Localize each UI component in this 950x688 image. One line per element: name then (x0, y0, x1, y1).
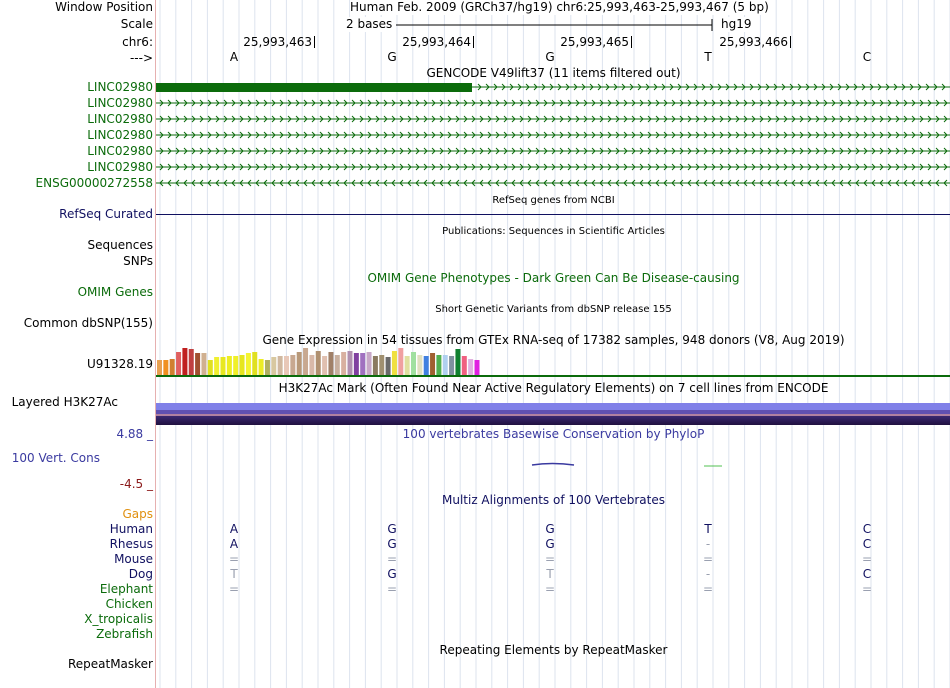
species-label[interactable]: Elephant (99, 582, 153, 596)
gaps-label: Gaps (122, 507, 153, 521)
ruler-coordinate: 25,993,466 (719, 35, 788, 49)
strand-label: ---> (129, 51, 153, 65)
gtex-tissue-bar (309, 355, 314, 375)
gtex-tissue-bar (201, 353, 206, 375)
snps-track-label[interactable]: SNPs (123, 254, 153, 268)
gencode-gene-label[interactable]: LINC02980 (87, 160, 153, 174)
reference-base: G (387, 50, 397, 64)
h3k27ac-signal[interactable] (156, 403, 950, 425)
ruler-coordinate: 25,993,463 (243, 35, 312, 49)
alignment-base: C (862, 537, 872, 551)
gtex-tissue-bar (240, 355, 245, 375)
species-label[interactable]: Dog (128, 567, 153, 581)
gtex-tissue-bar (214, 357, 219, 375)
gtex-tissue-bar (430, 353, 435, 375)
gtex-gene-label[interactable]: U91328.19 (86, 357, 153, 371)
gtex-tissue-bar (189, 349, 194, 375)
gencode-gene-label[interactable]: LINC02980 (87, 128, 153, 142)
gtex-tissue-bar (278, 356, 283, 375)
species-label[interactable]: Mouse (114, 552, 153, 566)
gtex-tissue-bar (341, 352, 346, 375)
alignment-base: G (387, 567, 397, 581)
gencode-track-title: GENCODE V49lift37 (11 items filtered out) (426, 66, 681, 80)
gtex-tissue-bar (170, 359, 175, 375)
ruler-coordinate: 25,993,464 (402, 35, 471, 49)
alignment-base: A (229, 522, 239, 536)
species-label[interactable]: Human (109, 522, 153, 536)
alignment-base: G (387, 522, 397, 536)
gtex-tissue-bar (475, 360, 480, 375)
gtex-tissue-bar (233, 356, 238, 375)
gtex-tissue-bar (436, 355, 441, 375)
gtex-tissue-bar (303, 348, 308, 375)
gencode-gene-label[interactable]: LINC02980 (87, 112, 153, 126)
gtex-tissue-bar (322, 356, 327, 375)
gtex-tissue-bar (265, 360, 270, 375)
alignment-base: = (702, 552, 714, 566)
gtex-tissue-bar (208, 360, 213, 375)
gtex-tissue-bar (316, 351, 321, 375)
alignment-base: T (230, 567, 238, 581)
browser-image[interactable] (155, 0, 950, 688)
alignment-base: = (544, 582, 556, 596)
gtex-tissue-bar (468, 359, 473, 375)
gtex-tissue-bar (221, 357, 226, 375)
gtex-tissue-bar (335, 355, 340, 375)
sequences-track-label[interactable]: Sequences (87, 238, 153, 252)
repeatmasker-track-title: Repeating Elements by RepeatMasker (439, 643, 668, 657)
ruler-tick (790, 36, 791, 48)
gtex-tissue-bar (284, 356, 289, 375)
alignment-base: = (861, 552, 873, 566)
gencode-gene-label[interactable]: LINC02980 (87, 144, 153, 158)
multiz-track-title: Multiz Alignments of 100 Vertebrates (441, 493, 666, 507)
reference-base: A (229, 50, 239, 64)
gtex-tissue-bar (297, 352, 302, 375)
alignment-base: G (387, 537, 397, 551)
alignment-base: T (704, 522, 712, 536)
gencode-track[interactable] (156, 80, 950, 192)
window-position-label: Window Position (55, 0, 153, 14)
alignment-base: = (386, 552, 398, 566)
gtex-tissue-bar (252, 352, 257, 375)
alignment-base: C (862, 522, 872, 536)
refseq-track-title: RefSeq genes from NCBI (492, 195, 615, 206)
alignment-base: G (545, 522, 555, 536)
alignment-base: G (545, 537, 555, 551)
species-label[interactable]: Chicken (105, 597, 153, 611)
alignment-base: = (386, 582, 398, 596)
h3k27ac-track-title: H3K27Ac Mark (Often Found Near Active Regulatory Elements) on 7 cell lines from ENCODE (278, 381, 829, 395)
gencode-gene-label[interactable]: LINC02980 (87, 80, 153, 94)
conservation-min-label: -4.5 _ (119, 477, 153, 491)
chr-label: chr6: (122, 35, 153, 49)
refseq-track-line (156, 214, 950, 215)
omim-track-label[interactable]: OMIM Genes (77, 285, 153, 299)
omim-track-title: OMIM Gene Phenotypes - Dark Green Can Be Disease-causing (367, 271, 740, 285)
gtex-tissue-bar (163, 360, 168, 375)
gtex-tissue-bar (411, 352, 416, 375)
conservation-track-title: 100 vertebrates Basewise Conservation by PhyloP (402, 427, 705, 441)
ruler-coordinate: 25,993,465 (560, 35, 629, 49)
gencode-gene-label[interactable]: LINC02980 (87, 96, 153, 110)
species-label[interactable]: Zebrafish (96, 627, 153, 641)
refseq-track-label[interactable]: RefSeq Curated (59, 207, 153, 221)
gtex-tissue-bar (157, 360, 162, 375)
gtex-tissue-bar (182, 348, 187, 375)
gtex-tissue-bar (367, 352, 372, 375)
h3k27ac-track-label[interactable]: Layered H3K27Ac (11, 395, 118, 409)
alignment-base: C (862, 567, 872, 581)
gtex-tissue-bar (348, 351, 353, 375)
conservation-signal[interactable] (156, 458, 950, 472)
ruler-tick (473, 36, 474, 48)
scale-assembly-text: hg19 (721, 17, 752, 31)
gtex-tissue-bar (443, 355, 448, 375)
alignment-base: = (702, 582, 714, 596)
species-label[interactable]: Rhesus (109, 537, 153, 551)
gtex-tissue-bar (462, 356, 467, 375)
reference-base: G (545, 50, 555, 64)
gtex-tissue-bar (176, 352, 181, 375)
reference-base: T (704, 50, 712, 64)
gtex-tissue-bar (373, 356, 378, 375)
gtex-tissue-bar (195, 353, 200, 375)
alignment-base: = (861, 582, 873, 596)
alignment-base: = (228, 582, 240, 596)
gtex-tissue-bar (360, 353, 365, 375)
gtex-tissue-bar (392, 351, 397, 375)
gtex-expression-track[interactable] (156, 347, 950, 378)
alignment-base: - (705, 537, 711, 551)
repeatmasker-track-label[interactable]: RepeatMasker (67, 657, 153, 671)
gtex-tissue-bar (398, 348, 403, 375)
gtex-tissue-bar (379, 355, 384, 375)
gtex-tissue-bar (227, 356, 232, 375)
gencode-gene-label[interactable]: ENSG00000272558 (35, 176, 153, 190)
gtex-tissue-bar (405, 356, 410, 375)
scale-label: Scale (120, 17, 153, 31)
scale-bar-text: 2 bases (346, 17, 393, 31)
publications-track-title: Publications: Sequences in Scientific Articles (442, 226, 665, 237)
species-label[interactable]: X_tropicalis (84, 612, 153, 626)
alignment-base: - (705, 567, 711, 581)
gtex-tissue-bar (259, 359, 264, 375)
gtex-tissue-bar (271, 357, 276, 375)
gtex-tissue-bar (386, 357, 391, 375)
gtex-tissue-bar (354, 353, 359, 375)
gtex-tissue-bar (455, 349, 460, 375)
reference-base: C (862, 50, 872, 64)
gtex-tissue-bar (449, 356, 454, 375)
gtex-tissue-bar (424, 356, 429, 375)
ruler-tick (631, 36, 632, 48)
alignment-base: A (229, 537, 239, 551)
gtex-track-title: Gene Expression in 54 tissues from GTEx RNA-seq of 17382 samples, 948 donors (V8, Aug 2019) (262, 333, 845, 347)
dbsnp-track-title: Short Genetic Variants from dbSNP release 155 (435, 304, 672, 315)
gtex-tissue-bar (246, 353, 251, 375)
alignment-base: T (546, 567, 554, 581)
gtex-tissue-bar (328, 352, 333, 375)
conservation-max-label: 4.88 _ (116, 427, 153, 441)
alignment-base: = (544, 552, 556, 566)
assembly-position-text: Human Feb. 2009 (GRCh37/hg19) chr6:25,993,463-25,993,467 (5 bp) (350, 0, 769, 14)
gtex-tissue-bar (290, 355, 295, 375)
gene-exon-block (156, 83, 472, 92)
gtex-tissue-bar (417, 355, 422, 375)
ruler-tick (314, 36, 315, 48)
dbsnp-track-label[interactable]: Common dbSNP(155) (23, 316, 153, 330)
conservation-track-label[interactable]: 100 Vert. Cons (11, 451, 100, 465)
scale-bar (396, 17, 716, 33)
alignment-base: = (228, 552, 240, 566)
